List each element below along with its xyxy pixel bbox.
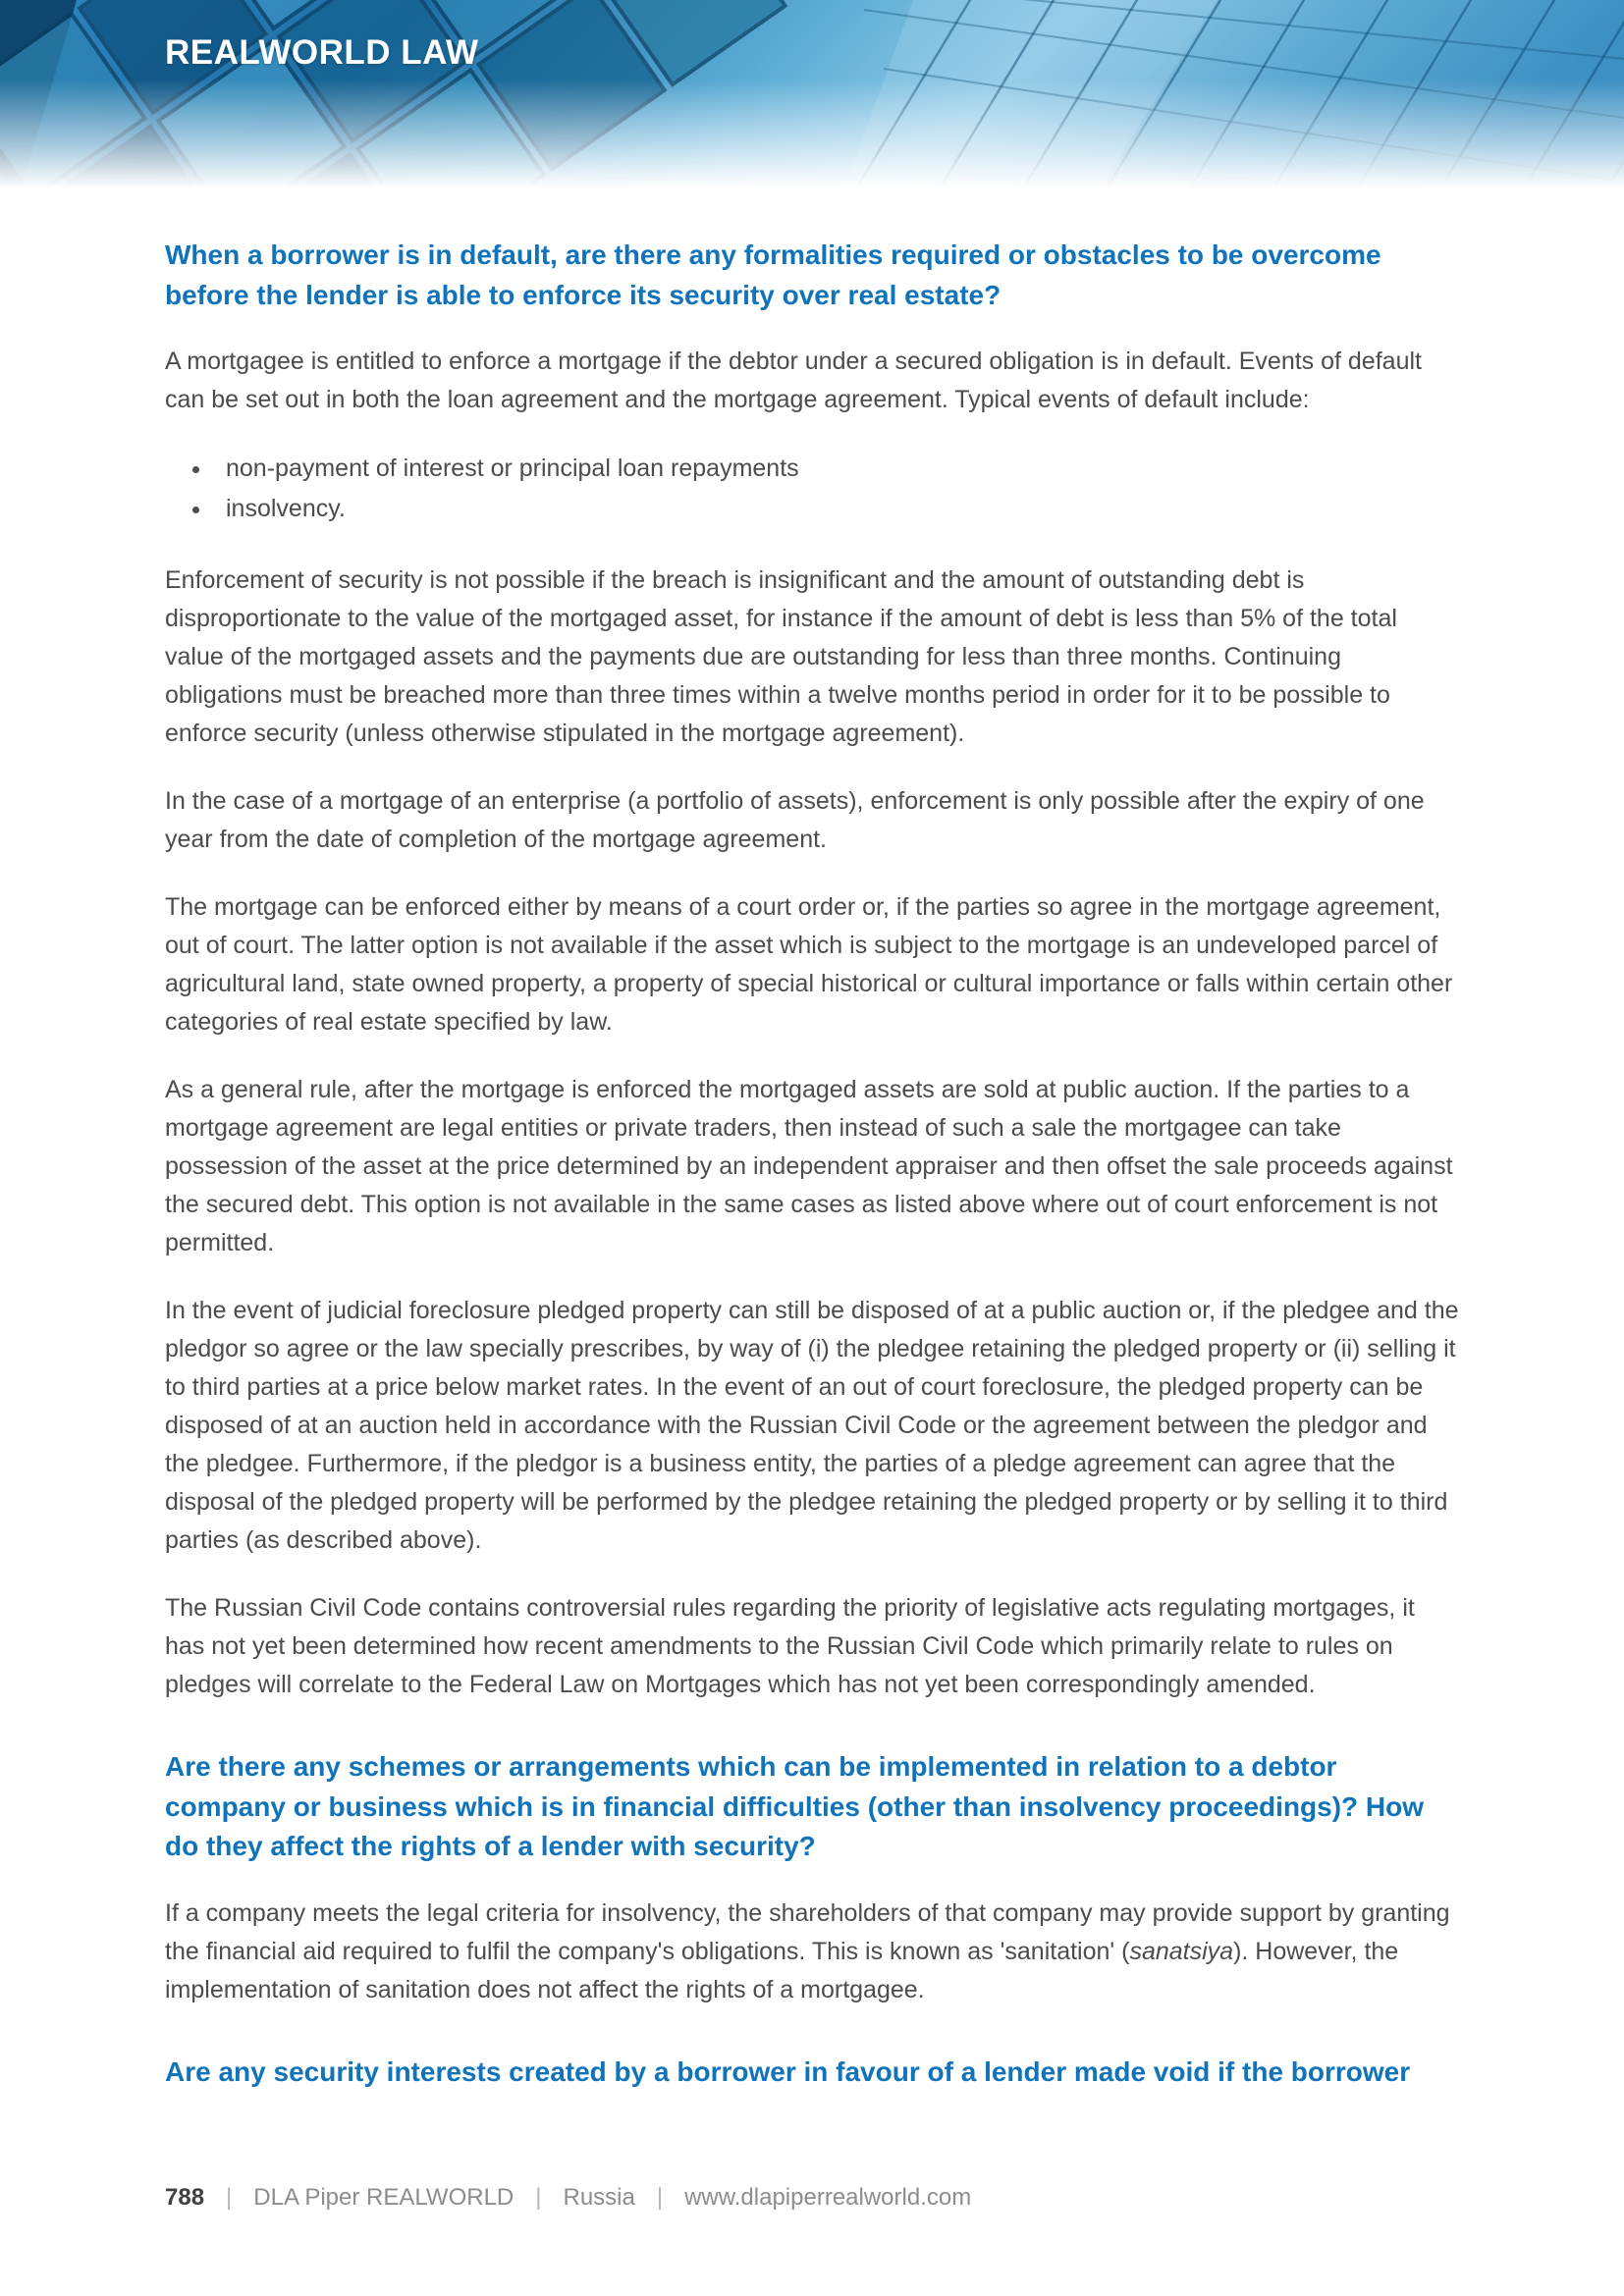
footer-separator: | [535,2184,542,2211]
emphasis-sanatsiya: sanatsiya [1129,1937,1234,1965]
page-title: REALWORLD LAW [165,33,479,72]
footer-separator: | [656,2184,664,2211]
question-heading-default-formalities: When a borrower is in default, are there any formalities required or obstacles to be overcome before the lender is able to enforce its security over real estate? [165,240,1381,310]
body-paragraph-court-order: The mortgage can be enforced either by means of a court order or, if the parties so agree in the mortgage agreement, out of court. The latter option is not available if the asset which is subject to the mortgage is an undeveloped parcel of agricultural land, state owned property, a property of special historical or cultural importance or falls within certain other categories of real estate specified by law. [165,893,1453,1037]
list-item-insolvency: • insolvency. [212,489,1459,529]
page-footer [165,2184,1459,2212]
body-paragraph-public-auction: As a general rule, after the mortgage is enforced the mortgaged assets are sold at public auction. If the parties to a mortgage agreement are legal entities or private traders, then instead of such a sale the mortgagee can take possession of the asset at the price determined by an independent appraiser and then offset the sale proceeds against the secured debt. This option is not available in the same cases as listed above where out of court enforcement is not permitted. [165,1076,1453,1257]
body-paragraph-enforcement-limits: Enforcement of security is not possible if the breach is insignificant and the amount of outstanding debt is disproportionate to the value of the mortgaged asset, for instance if the amount of debt is less than 5% of the total value of the mortgaged assets and the payments due are outstanding for less than three months. Continuing obligations must be breached more than three times within a twelve months period in order for it to be possible to enforce security (unless otherwise stipulated in the mortgage agreement). [165,566,1397,748]
question-heading-schemes-arrangements: Are there any schemes or arrangements which can be implemented in relation to a debtor company or business which is in financial difficulties (other than insolvency proceedings)? How do they affect the rights of a lender with security? [165,1751,1424,1862]
body-paragraph-enterprise-mortgage: In the case of a mortgage of an enterprise (a portfolio of assets), enforcement is only possible after the expiry of one year from the date of completion of the mortgage agreement. [165,787,1425,854]
page-content [0,188,1624,2093]
footer-separator: | [226,2184,233,2211]
footer-url: www.dlapiperrealworld.com [684,2184,972,2211]
page-number: 788 [165,2184,205,2211]
body-paragraph-judicial-foreclosure: In the event of judicial foreclosure pledged property can still be disposed of at a public auction or, if the pledgee and the pledgor so agree or the law specially prescribes, by way of (i) the pledgee retaining the pledged property or (ii) selling it to third parties at a price below market rates. In the event of an out of court foreclosure, the pledged property can be disposed of at an auction held in accordance with the Russian Civil Code or the agreement between the pledgor and the pledgee. Furthermore, if the pledgor is a business entity, the parties of a pledge agreement can agree that the disposal of the pledged property will be performed by the pledgee retaining the pledged property or by selling it to third parties (as described above). [165,1297,1459,1555]
question-heading-security-void: Are any security interests created by a borrower in favour of a lender made void if the borrower [165,2056,1411,2087]
default-events-list [212,449,1459,528]
body-paragraph-civil-code-rules: The Russian Civil Code contains controversial rules regarding the priority of legislative acts regulating mortgages, it has not yet been determined how recent amendments to the Russian Civil Code which primarily relate to rules on pledges will correlate to the Federal Law on Mortgages which has not yet been correspondingly amended. [165,1594,1415,1699]
footer-brand: DLA Piper REALWORLD [253,2184,514,2211]
sanitation-text-pre: If a company meets the legal criteria for insolvency, the shareholders of that company may provide support by granting the financial aid required to fulfil the company's obligations. This is known as 'sanitation' ( [165,1898,1450,1965]
body-paragraph-sanitation [165,1895,1459,2009]
list-item-nonpayment: • non-payment of interest or principal loan repayments [212,449,1459,489]
building-glass-image [0,0,1624,188]
body-paragraph-intro: A mortgagee is entitled to enforce a mortgage if the debtor under a secured obligation is in default. Events of default can be set out in both the loan agreement and the mortgage agreement. Typical events of default include: [165,347,1422,414]
footer-country: Russia [563,2184,635,2211]
sanitation-text-post: ). However, the implementation of sanitation does not affect the rights of a mortgagee. [165,1937,1399,2003]
header-banner [0,0,1624,188]
